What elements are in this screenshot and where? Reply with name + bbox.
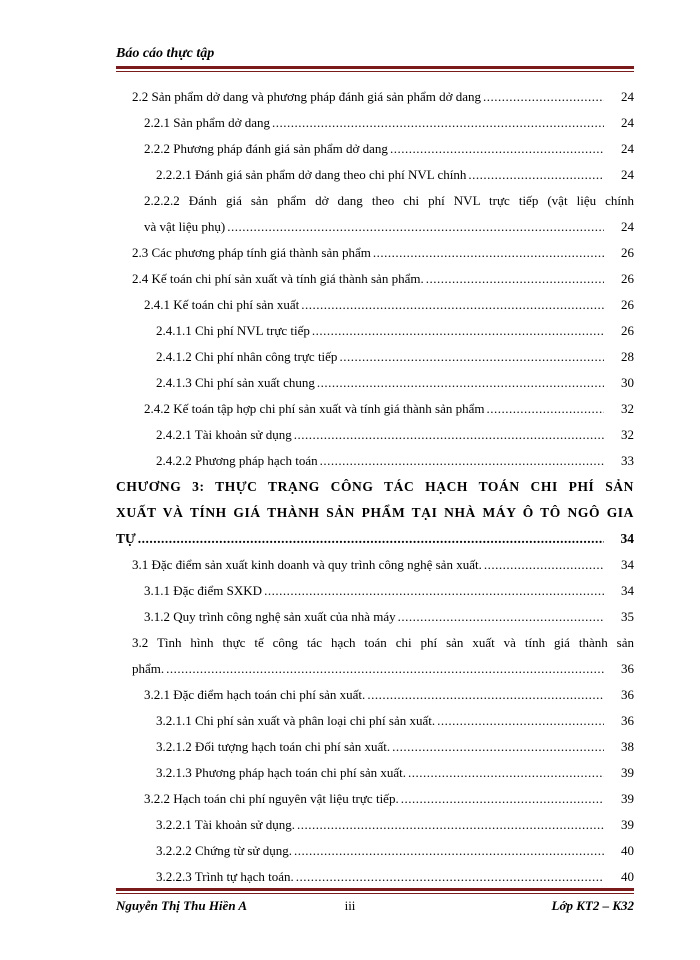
- toc-entry[interactable]: [116, 344, 634, 370]
- toc-entry-title-line: CHƯƠNG 3: THỰC TRẠNG CÔNG TÁC HẠCH TOÁN CHI PHÍ SẢN: [116, 479, 634, 494]
- dot-leader: [312, 318, 604, 344]
- toc-entry-title: 2.4.1 Kế toán chi phí sản xuất: [144, 297, 300, 312]
- footer-rule: [116, 888, 634, 891]
- footer-page-number: iii: [344, 898, 356, 913]
- table-of-contents: [116, 84, 634, 890]
- toc-entry[interactable]: [116, 396, 634, 422]
- toc-entry-title: 2.4.1.1 Chi phí NVL trực tiếp: [156, 323, 310, 338]
- toc-chapter-entry[interactable]: [116, 474, 634, 552]
- toc-entry-title-line: 2.2.2.2 Đánh giá sản phẩm dở dang theo chi phí NVL trực tiếp (vật liệu chính: [144, 193, 634, 208]
- toc-entry-title: 3.2.2.3 Trình tự hạch toán.: [156, 869, 294, 884]
- dot-leader: [297, 812, 604, 838]
- toc-entry-page: 26: [621, 271, 634, 286]
- toc-entry[interactable]: [116, 318, 634, 344]
- dot-leader: [468, 162, 604, 188]
- dot-leader: [320, 448, 604, 474]
- toc-entry-title: 2.2.2.1 Đánh giá sản phẩm dở dang theo chi phí NVL chính: [156, 167, 467, 182]
- toc-entry-page: 39: [621, 791, 634, 806]
- toc-entry-title: và vật liệu phụ): [144, 219, 226, 234]
- toc-entry[interactable]: [116, 838, 634, 864]
- toc-entry-title: 2.3 Các phương pháp tính giá thành sản phẩm: [132, 245, 371, 260]
- toc-entry-page: 35: [621, 609, 634, 624]
- toc-entry[interactable]: [116, 864, 634, 890]
- dot-leader: [437, 708, 604, 734]
- toc-entry-page: 26: [621, 245, 634, 260]
- header-rule-thin: [116, 71, 634, 72]
- toc-entry-title: 2.4.2.2 Phương pháp hạch toán: [156, 453, 318, 468]
- footer-rule-thin: [116, 893, 634, 894]
- toc-entry[interactable]: [116, 448, 634, 474]
- toc-entry-title: 3.1.1 Đặc điểm SXKD: [144, 583, 263, 598]
- toc-entry[interactable]: [116, 188, 634, 240]
- toc-entry[interactable]: [116, 578, 634, 604]
- dot-leader: [484, 552, 604, 578]
- dot-leader: [390, 136, 604, 162]
- dot-leader: [373, 240, 604, 266]
- dot-leader: [294, 838, 604, 864]
- dot-leader: [317, 370, 604, 396]
- toc-entry[interactable]: [116, 708, 634, 734]
- toc-entry-title: 3.2.1.3 Phương pháp hạch toán chi phí sản xuất.: [156, 765, 407, 780]
- toc-entry-title: phẩm.: [132, 661, 165, 676]
- toc-entry-title: 3.2.2 Hạch toán chi phí nguyên vật liệu trực tiếp.: [144, 791, 399, 806]
- toc-entry[interactable]: [116, 370, 634, 396]
- toc-entry-page: 32: [621, 401, 634, 416]
- toc-entry[interactable]: [116, 110, 634, 136]
- toc-entry-page: 39: [621, 817, 634, 832]
- dot-leader: [486, 396, 604, 422]
- toc-entry[interactable]: [116, 240, 634, 266]
- toc-entry-page: 34: [621, 557, 634, 572]
- toc-entry[interactable]: [116, 760, 634, 786]
- toc-entry-page: 24: [621, 89, 634, 104]
- toc-entry[interactable]: [116, 162, 634, 188]
- toc-entry-title: 2.4.1.2 Chi phí nhân công trực tiếp: [156, 349, 338, 364]
- toc-entry[interactable]: [116, 786, 634, 812]
- dot-leader: [294, 422, 604, 448]
- footer-author: Nguyễn Thị Thu Hiền A: [116, 898, 247, 913]
- dot-leader: [227, 214, 604, 240]
- dot-leader: [301, 292, 604, 318]
- header-rule: [116, 66, 634, 69]
- toc-entry-title: 3.1 Đặc điểm sản xuất kinh doanh và quy trình công nghệ sản xuất.: [132, 557, 482, 572]
- toc-entry-title: 2.2.1 Sản phẩm dở dang: [144, 115, 271, 130]
- toc-entry-title: 2.4.2.1 Tài khoản sử dụng: [156, 427, 292, 442]
- toc-entry-title-line: XUẤT VÀ TÍNH GIÁ THÀNH SẢN PHẨM TẠI NHÀ MÁY Ô TÔ NGÔ GIA: [116, 505, 634, 520]
- toc-entry-title: 3.1.2 Quy trình công nghệ sản xuất của nhà máy: [144, 609, 396, 624]
- dot-leader: [264, 578, 604, 604]
- dot-leader: [426, 266, 604, 292]
- dot-leader: [138, 526, 604, 552]
- toc-entry-title: 3.2.2.1 Tài khoản sử dụng.: [156, 817, 295, 832]
- toc-entry-page: 34: [620, 531, 634, 546]
- toc-entry-page: 36: [621, 713, 634, 728]
- dot-leader: [166, 656, 604, 682]
- dot-leader: [367, 682, 604, 708]
- toc-entry[interactable]: [116, 630, 634, 682]
- footer-class: Lớp KT2 – K32: [551, 898, 634, 913]
- dot-leader: [398, 604, 604, 630]
- toc-entry-page: 40: [621, 843, 634, 858]
- toc-entry-page: 36: [621, 687, 634, 702]
- dot-leader: [296, 864, 604, 890]
- toc-entry[interactable]: [116, 812, 634, 838]
- toc-entry[interactable]: [116, 422, 634, 448]
- toc-entry-page: 39: [621, 765, 634, 780]
- toc-entry-page: 24: [621, 115, 634, 130]
- dot-leader: [392, 734, 604, 760]
- toc-entry-title: 2.2 Sản phẩm dở dang và phương pháp đánh giá sản phẩm dở dang: [132, 89, 481, 104]
- toc-entry[interactable]: [116, 552, 634, 578]
- toc-entry-title: 2.4.2 Kế toán tập hợp chi phí sản xuất và tính giá thành sản phẩm: [144, 401, 485, 416]
- toc-entry[interactable]: [116, 682, 634, 708]
- toc-entry-page: 40: [621, 869, 634, 884]
- toc-entry-page: 28: [621, 349, 634, 364]
- dot-leader: [401, 786, 604, 812]
- dot-leader: [339, 344, 604, 370]
- toc-entry-page: 36: [621, 661, 634, 676]
- toc-entry[interactable]: [116, 84, 634, 110]
- toc-entry-title: 3.2.1.1 Chi phí sản xuất và phân loại chi phí sản xuất.: [156, 713, 436, 728]
- toc-entry-page: 30: [621, 375, 634, 390]
- toc-entry-page: 24: [621, 167, 634, 182]
- report-header-title: Báo cáo thực tập: [116, 46, 215, 61]
- toc-entry-page: 26: [621, 297, 634, 312]
- toc-entry-title: 3.2.1 Đặc điểm hạch toán chi phí sản xuất.: [144, 687, 366, 702]
- toc-entry-title: 3.2.1.2 Đối tượng hạch toán chi phí sản xuất.: [156, 739, 391, 754]
- toc-entry-title-line: 3.2 Tình hình thực tế công tác hạch toán chi phí sản xuất và tính giá thành sản: [132, 635, 634, 650]
- toc-entry-title: 2.4.1.3 Chi phí sản xuất chung: [156, 375, 315, 390]
- dot-leader: [272, 110, 604, 136]
- dot-leader: [483, 84, 604, 110]
- toc-entry[interactable]: [116, 604, 634, 630]
- toc-entry-title: 3.2.2.2 Chứng từ sử dụng.: [156, 843, 292, 858]
- toc-entry-title: TỰ: [116, 531, 136, 546]
- toc-entry-title: 2.2.2 Phương pháp đánh giá sản phẩm dở dang: [144, 141, 388, 156]
- toc-entry[interactable]: [116, 136, 634, 162]
- toc-entry-page: 38: [621, 739, 634, 754]
- toc-entry-page: 34: [621, 583, 634, 598]
- toc-entry-page: 24: [621, 219, 634, 234]
- toc-entry-page: 33: [621, 453, 634, 468]
- toc-entry-page: 24: [621, 141, 634, 156]
- toc-entry-page: 32: [621, 427, 634, 442]
- toc-entry-title: 2.4 Kế toán chi phí sản xuất và tính giá thành sản phẩm.: [132, 271, 424, 286]
- dot-leader: [408, 760, 604, 786]
- toc-entry[interactable]: [116, 292, 634, 318]
- toc-entry[interactable]: [116, 266, 634, 292]
- toc-entry-page: 26: [621, 323, 634, 338]
- toc-entry[interactable]: [116, 734, 634, 760]
